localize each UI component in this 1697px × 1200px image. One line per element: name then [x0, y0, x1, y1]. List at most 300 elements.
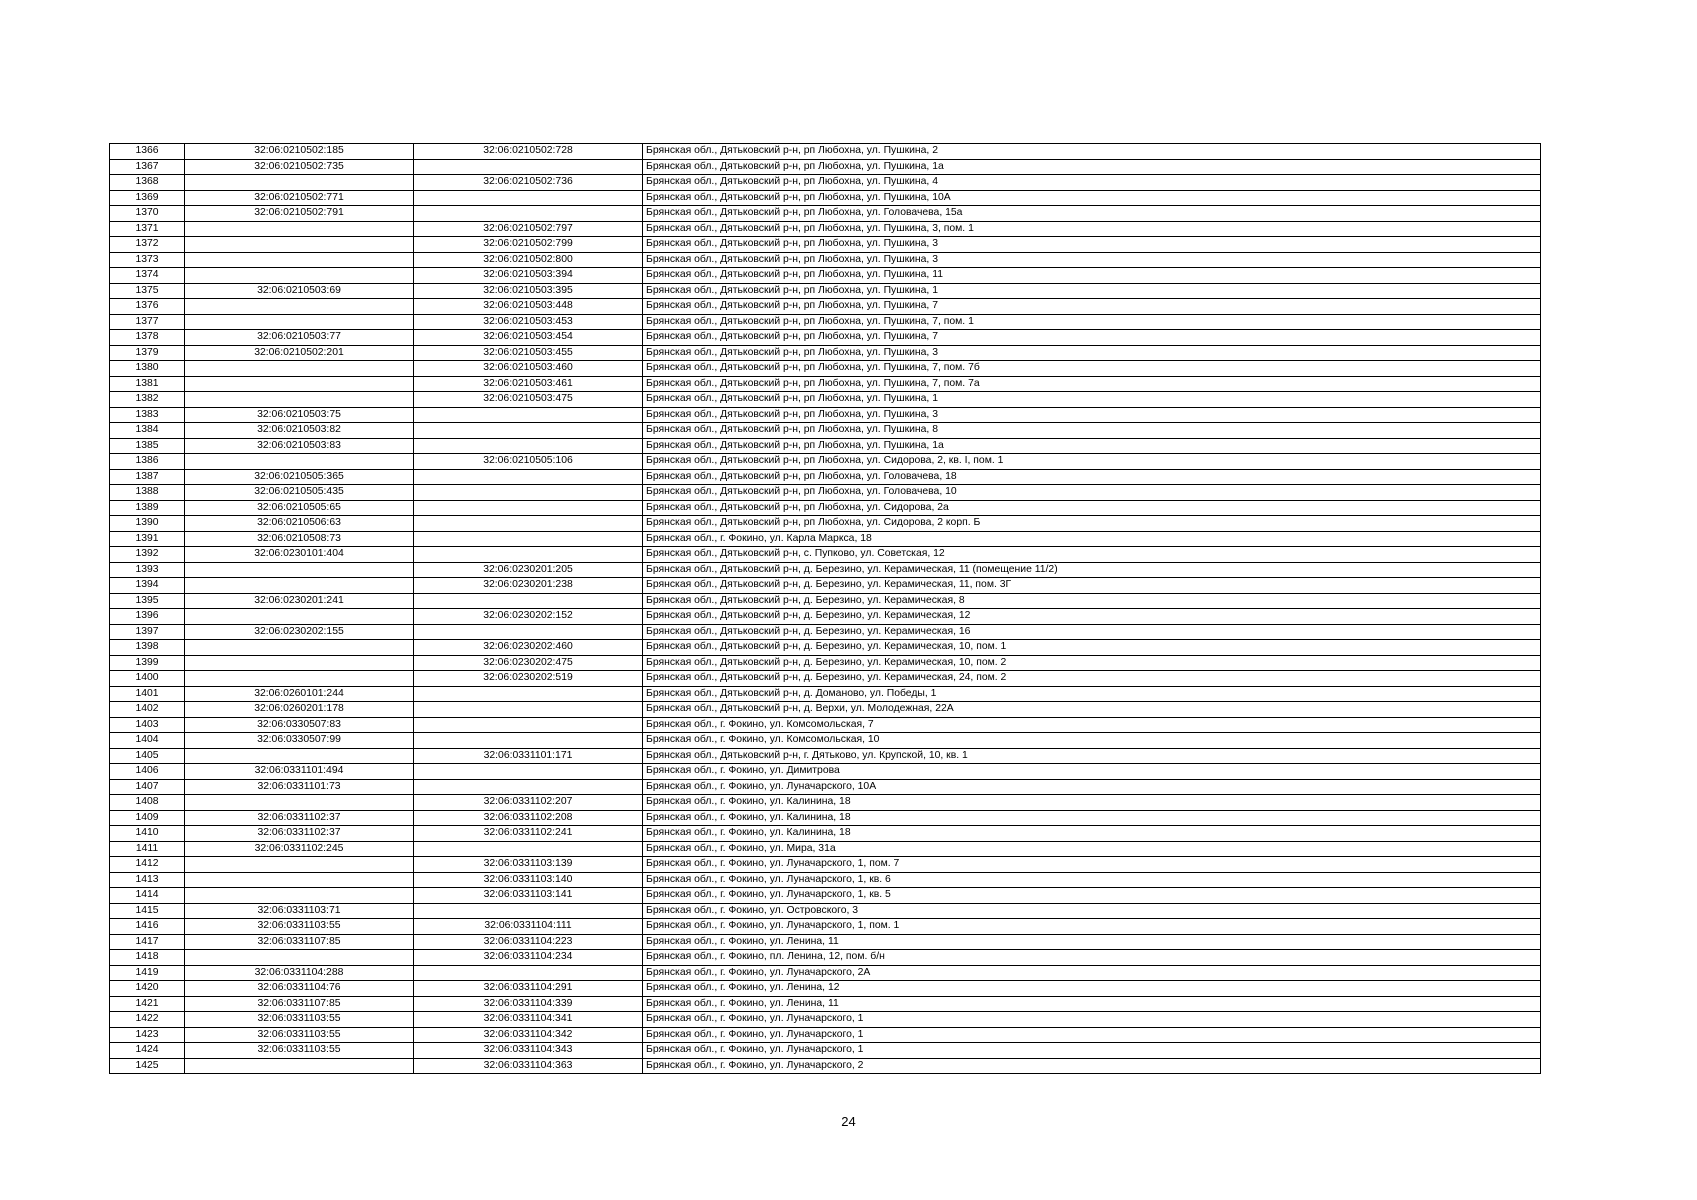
table-row: [110, 795, 1541, 811]
land-cadastral-number-cell: [185, 857, 414, 873]
land-cadastral-number-cell: [185, 454, 414, 470]
object-cadastral-number-cell: 32:06:0210503:394: [414, 268, 643, 284]
land-cadastral-number-cell: [185, 795, 414, 811]
object-cadastral-number-cell: 32:06:0331102:208: [414, 810, 643, 826]
object-cadastral-number-cell: [414, 159, 643, 175]
address-cell: Брянская обл., Дятьковский р-н, рп Любохна, ул. Сидорова, 2а: [643, 500, 1541, 516]
address-cell: Брянская обл., Дятьковский р-н, рп Любохна, ул. Сидорова, 2 корп. Б: [643, 516, 1541, 532]
table-row: [110, 655, 1541, 671]
table-row: [110, 237, 1541, 253]
object-cadastral-number-cell: [414, 593, 643, 609]
land-cadastral-number-cell: 32:06:0210506:63: [185, 516, 414, 532]
object-cadastral-number-cell: [414, 686, 643, 702]
land-cadastral-number-cell: 32:06:0331101:73: [185, 779, 414, 795]
row-number-cell: 1411: [110, 841, 185, 857]
land-cadastral-number-cell: 32:06:0331102:37: [185, 826, 414, 842]
address-cell: Брянская обл., г. Фокино, ул. Луначарского, 1, пом. 1: [643, 919, 1541, 935]
address-cell: Брянская обл., Дятьковский р-н, д. Доманово, ул. Победы, 1: [643, 686, 1541, 702]
object-cadastral-number-cell: [414, 438, 643, 454]
row-number-cell: 1368: [110, 175, 185, 191]
row-number-cell: 1407: [110, 779, 185, 795]
address-cell: Брянская обл., Дятьковский р-н, рп Любохна, ул. Пушкина, 1: [643, 283, 1541, 299]
row-number-cell: 1408: [110, 795, 185, 811]
row-number-cell: 1399: [110, 655, 185, 671]
table-row: [110, 733, 1541, 749]
table-row: [110, 516, 1541, 532]
table-row: [110, 190, 1541, 206]
table-row: [110, 500, 1541, 516]
object-cadastral-number-cell: 32:06:0331104:341: [414, 1012, 643, 1028]
address-cell: Брянская обл., Дятьковский р-н, рп Любохна, ул. Пушкина, 3, пом. 1: [643, 221, 1541, 237]
land-cadastral-number-cell: [185, 221, 414, 237]
row-number-cell: 1406: [110, 764, 185, 780]
land-cadastral-number-cell: [185, 252, 414, 268]
table-row: [110, 1027, 1541, 1043]
table-row: [110, 888, 1541, 904]
table-row: [110, 206, 1541, 222]
land-cadastral-number-cell: 32:06:0331103:55: [185, 919, 414, 935]
table-row: [110, 764, 1541, 780]
table-row: [110, 159, 1541, 175]
object-cadastral-number-cell: 32:06:0331103:141: [414, 888, 643, 904]
row-number-cell: 1390: [110, 516, 185, 532]
address-cell: Брянская обл., Дятьковский р-н, рп Любохна, ул. Головачева, 18: [643, 469, 1541, 485]
table-row: [110, 221, 1541, 237]
row-number-cell: 1382: [110, 392, 185, 408]
address-cell: Брянская обл., г. Фокино, ул. Калинина, 18: [643, 795, 1541, 811]
row-number-cell: 1414: [110, 888, 185, 904]
address-cell: Брянская обл., г. Фокино, ул. Мира, 31а: [643, 841, 1541, 857]
address-cell: Брянская обл., Дятьковский р-н, рп Любохна, ул. Пушкина, 3: [643, 407, 1541, 423]
land-cadastral-number-cell: 32:06:0260201:178: [185, 702, 414, 718]
object-cadastral-number-cell: [414, 717, 643, 733]
address-cell: Брянская обл., г. Фокино, ул. Луначарского, 1, кв. 5: [643, 888, 1541, 904]
land-cadastral-number-cell: 32:06:0230201:241: [185, 593, 414, 609]
table-row: [110, 810, 1541, 826]
row-number-cell: 1384: [110, 423, 185, 439]
row-number-cell: 1389: [110, 500, 185, 516]
table-row: [110, 345, 1541, 361]
land-cadastral-number-cell: 32:06:0210505:65: [185, 500, 414, 516]
land-cadastral-number-cell: 32:06:0331103:55: [185, 1027, 414, 1043]
object-cadastral-number-cell: 32:06:0331104:234: [414, 950, 643, 966]
address-cell: Брянская обл., Дятьковский р-н, рп Любохна, ул. Пушкина, 7: [643, 299, 1541, 315]
object-cadastral-number-cell: [414, 531, 643, 547]
row-number-cell: 1418: [110, 950, 185, 966]
object-cadastral-number-cell: 32:06:0230201:238: [414, 578, 643, 594]
object-cadastral-number-cell: 32:06:0210503:455: [414, 345, 643, 361]
land-cadastral-number-cell: 32:06:0331103:55: [185, 1043, 414, 1059]
row-number-cell: 1424: [110, 1043, 185, 1059]
table-row: [110, 748, 1541, 764]
address-cell: Брянская обл., Дятьковский р-н, д. Березино, ул. Керамическая, 11, пом. 3Г: [643, 578, 1541, 594]
land-cadastral-number-cell: [185, 562, 414, 578]
address-cell: Брянская обл., г. Фокино, ул. Луначарского, 1: [643, 1043, 1541, 1059]
address-cell: Брянская обл., Дятьковский р-н, рп Любохна, ул. Сидорова, 2, кв. I, пом. 1: [643, 454, 1541, 470]
address-cell: Брянская обл., Дятьковский р-н, рп Любохна, ул. Пушкина, 7, пом. 7б: [643, 361, 1541, 377]
address-cell: Брянская обл., Дятьковский р-н, д. Березино, ул. Керамическая, 16: [643, 624, 1541, 640]
object-cadastral-number-cell: 32:06:0210503:395: [414, 283, 643, 299]
row-number-cell: 1370: [110, 206, 185, 222]
land-cadastral-number-cell: [185, 175, 414, 191]
table-row: [110, 144, 1541, 160]
object-cadastral-number-cell: [414, 903, 643, 919]
address-cell: Брянская обл., г. Фокино, ул. Луначарского, 2: [643, 1058, 1541, 1074]
row-number-cell: 1405: [110, 748, 185, 764]
object-cadastral-number-cell: [414, 764, 643, 780]
address-cell: Брянская обл., г. Фокино, ул. Калинина, 18: [643, 826, 1541, 842]
address-cell: Брянская обл., г. Фокино, ул. Луначарского, 1, кв. 6: [643, 872, 1541, 888]
table-row: [110, 919, 1541, 935]
object-cadastral-number-cell: 32:06:0210503:453: [414, 314, 643, 330]
row-number-cell: 1422: [110, 1012, 185, 1028]
object-cadastral-number-cell: 32:06:0210502:799: [414, 237, 643, 253]
land-cadastral-number-cell: [185, 578, 414, 594]
land-cadastral-number-cell: [185, 361, 414, 377]
object-cadastral-number-cell: 32:06:0210503:448: [414, 299, 643, 315]
object-cadastral-number-cell: [414, 516, 643, 532]
table-row: [110, 299, 1541, 315]
table-row: [110, 826, 1541, 842]
row-number-cell: 1413: [110, 872, 185, 888]
object-cadastral-number-cell: [414, 500, 643, 516]
land-cadastral-number-cell: 32:06:0331101:494: [185, 764, 414, 780]
object-cadastral-number-cell: [414, 779, 643, 795]
land-cadastral-number-cell: [185, 872, 414, 888]
table-row: [110, 392, 1541, 408]
land-cadastral-number-cell: [185, 640, 414, 656]
table-row: [110, 578, 1541, 594]
table-row: [110, 717, 1541, 733]
land-cadastral-number-cell: 32:06:0210502:201: [185, 345, 414, 361]
land-cadastral-number-cell: [185, 888, 414, 904]
land-cadastral-number-cell: 32:06:0210508:73: [185, 531, 414, 547]
object-cadastral-number-cell: 32:06:0210503:461: [414, 376, 643, 392]
object-cadastral-number-cell: 32:06:0331102:207: [414, 795, 643, 811]
row-number-cell: 1373: [110, 252, 185, 268]
object-cadastral-number-cell: [414, 423, 643, 439]
object-cadastral-number-cell: [414, 206, 643, 222]
address-cell: Брянская обл., Дятьковский р-н, д. Березино, ул. Керамическая, 24, пом. 2: [643, 671, 1541, 687]
land-cadastral-number-cell: [185, 268, 414, 284]
row-number-cell: 1372: [110, 237, 185, 253]
row-number-cell: 1425: [110, 1058, 185, 1074]
row-number-cell: 1366: [110, 144, 185, 160]
object-cadastral-number-cell: 32:06:0331104:342: [414, 1027, 643, 1043]
row-number-cell: 1387: [110, 469, 185, 485]
table-row: [110, 841, 1541, 857]
land-cadastral-number-cell: 32:06:0331102:245: [185, 841, 414, 857]
address-cell: Брянская обл., Дятьковский р-н, рп Любохна, ул. Пушкина, 8: [643, 423, 1541, 439]
row-number-cell: 1400: [110, 671, 185, 687]
table-row: [110, 934, 1541, 950]
row-number-cell: 1403: [110, 717, 185, 733]
table-row: [110, 981, 1541, 997]
object-cadastral-number-cell: 32:06:0331104:291: [414, 981, 643, 997]
registry-table-body: [110, 144, 1541, 1074]
table-row: [110, 624, 1541, 640]
land-cadastral-number-cell: 32:06:0230202:155: [185, 624, 414, 640]
row-number-cell: 1375: [110, 283, 185, 299]
address-cell: Брянская обл., Дятьковский р-н, рп Любохна, ул. Пушкина, 3: [643, 237, 1541, 253]
table-row: [110, 283, 1541, 299]
address-cell: Брянская обл., Дятьковский р-н, рп Любохна, ул. Пушкина, 10А: [643, 190, 1541, 206]
table-row: [110, 531, 1541, 547]
table-row: [110, 562, 1541, 578]
land-cadastral-number-cell: 32:06:0331103:71: [185, 903, 414, 919]
row-number-cell: 1371: [110, 221, 185, 237]
land-cadastral-number-cell: 32:06:0331104:76: [185, 981, 414, 997]
row-number-cell: 1419: [110, 965, 185, 981]
table-row: [110, 252, 1541, 268]
row-number-cell: 1396: [110, 609, 185, 625]
table-row: [110, 779, 1541, 795]
object-cadastral-number-cell: 32:06:0230202:475: [414, 655, 643, 671]
address-cell: Брянская обл., г. Фокино, ул. Комсомольская, 10: [643, 733, 1541, 749]
land-cadastral-number-cell: 32:06:0331103:55: [185, 1012, 414, 1028]
row-number-cell: 1386: [110, 454, 185, 470]
object-cadastral-number-cell: 32:06:0331104:343: [414, 1043, 643, 1059]
land-cadastral-number-cell: [185, 299, 414, 315]
table-row: [110, 454, 1541, 470]
table-row: [110, 175, 1541, 191]
table-row: [110, 314, 1541, 330]
address-cell: Брянская обл., Дятьковский р-н, д. Верхи, ул. Молодежная, 22А: [643, 702, 1541, 718]
land-cadastral-number-cell: 32:06:0210502:791: [185, 206, 414, 222]
land-cadastral-number-cell: [185, 671, 414, 687]
object-cadastral-number-cell: 32:06:0210503:460: [414, 361, 643, 377]
table-row: [110, 609, 1541, 625]
address-cell: Брянская обл., г. Фокино, ул. Карла Маркса, 18: [643, 531, 1541, 547]
row-number-cell: 1378: [110, 330, 185, 346]
address-cell: Брянская обл., г. Фокино, ул. Луначарского, 1: [643, 1012, 1541, 1028]
row-number-cell: 1369: [110, 190, 185, 206]
address-cell: Брянская обл., Дятьковский р-н, рп Любохна, ул. Пушкина, 3: [643, 252, 1541, 268]
row-number-cell: 1391: [110, 531, 185, 547]
address-cell: Брянская обл., Дятьковский р-н, рп Любохна, ул. Пушкина, 7, пом. 1: [643, 314, 1541, 330]
object-cadastral-number-cell: 32:06:0210503:475: [414, 392, 643, 408]
land-cadastral-number-cell: [185, 237, 414, 253]
object-cadastral-number-cell: 32:06:0331104:363: [414, 1058, 643, 1074]
row-number-cell: 1401: [110, 686, 185, 702]
land-cadastral-number-cell: 32:06:0210505:365: [185, 469, 414, 485]
row-number-cell: 1395: [110, 593, 185, 609]
object-cadastral-number-cell: [414, 547, 643, 563]
object-cadastral-number-cell: 32:06:0210502:736: [414, 175, 643, 191]
object-cadastral-number-cell: [414, 407, 643, 423]
object-cadastral-number-cell: 32:06:0210503:454: [414, 330, 643, 346]
object-cadastral-number-cell: 32:06:0210502:800: [414, 252, 643, 268]
object-cadastral-number-cell: [414, 702, 643, 718]
row-number-cell: 1392: [110, 547, 185, 563]
address-cell: Брянская обл., г. Фокино, ул. Калинина, 18: [643, 810, 1541, 826]
object-cadastral-number-cell: 32:06:0230202:460: [414, 640, 643, 656]
address-cell: Брянская обл., Дятьковский р-н, рп Любохна, ул. Пушкина, 2: [643, 144, 1541, 160]
address-cell: Брянская обл., Дятьковский р-н, рп Любохна, ул. Пушкина, 11: [643, 268, 1541, 284]
row-number-cell: 1412: [110, 857, 185, 873]
table-row: [110, 1058, 1541, 1074]
row-number-cell: 1416: [110, 919, 185, 935]
table-row: [110, 361, 1541, 377]
table-row: [110, 965, 1541, 981]
object-cadastral-number-cell: 32:06:0210502:797: [414, 221, 643, 237]
table-row: [110, 423, 1541, 439]
table-row: [110, 268, 1541, 284]
table-row: [110, 376, 1541, 392]
address-cell: Брянская обл., г. Фокино, ул. Комсомольская, 7: [643, 717, 1541, 733]
object-cadastral-number-cell: 32:06:0331104:223: [414, 934, 643, 950]
land-cadastral-number-cell: 32:06:0230101:404: [185, 547, 414, 563]
row-number-cell: 1410: [110, 826, 185, 842]
land-cadastral-number-cell: 32:06:0210503:83: [185, 438, 414, 454]
address-cell: Брянская обл., г. Фокино, ул. Ленина, 12: [643, 981, 1541, 997]
row-number-cell: 1417: [110, 934, 185, 950]
address-cell: Брянская обл., г. Фокино, ул. Островского, 3: [643, 903, 1541, 919]
address-cell: Брянская обл., г. Фокино, ул. Ленина, 11: [643, 934, 1541, 950]
object-cadastral-number-cell: 32:06:0331103:139: [414, 857, 643, 873]
table-row: [110, 950, 1541, 966]
address-cell: Брянская обл., Дятьковский р-н, рп Любохна, ул. Головачева, 10: [643, 485, 1541, 501]
table-row: [110, 640, 1541, 656]
row-number-cell: 1423: [110, 1027, 185, 1043]
row-number-cell: 1383: [110, 407, 185, 423]
object-cadastral-number-cell: 32:06:0331103:140: [414, 872, 643, 888]
address-cell: Брянская обл., Дятьковский р-н, рп Любохна, ул. Пушкина, 1а: [643, 159, 1541, 175]
land-cadastral-number-cell: 32:06:0210505:435: [185, 485, 414, 501]
table-row: [110, 857, 1541, 873]
table-row: [110, 996, 1541, 1012]
land-cadastral-number-cell: 32:06:0210503:75: [185, 407, 414, 423]
row-number-cell: 1420: [110, 981, 185, 997]
row-number-cell: 1393: [110, 562, 185, 578]
land-cadastral-number-cell: 32:06:0331107:85: [185, 934, 414, 950]
land-cadastral-number-cell: [185, 376, 414, 392]
address-cell: Брянская обл., г. Фокино, ул. Луначарского, 10А: [643, 779, 1541, 795]
object-cadastral-number-cell: 32:06:0230202:152: [414, 609, 643, 625]
table-row: [110, 872, 1541, 888]
land-cadastral-number-cell: 32:06:0330507:99: [185, 733, 414, 749]
object-cadastral-number-cell: 32:06:0230202:519: [414, 671, 643, 687]
address-cell: Брянская обл., г. Фокино, ул. Ленина, 11: [643, 996, 1541, 1012]
row-number-cell: 1397: [110, 624, 185, 640]
table-row: [110, 903, 1541, 919]
object-cadastral-number-cell: 32:06:0210502:728: [414, 144, 643, 160]
address-cell: Брянская обл., г. Фокино, ул. Луначарского, 1: [643, 1027, 1541, 1043]
address-cell: Брянская обл., Дятьковский р-н, рп Любохна, ул. Пушкина, 3: [643, 345, 1541, 361]
row-number-cell: 1398: [110, 640, 185, 656]
land-cadastral-number-cell: 32:06:0210503:69: [185, 283, 414, 299]
object-cadastral-number-cell: [414, 469, 643, 485]
address-cell: Брянская обл., Дятьковский р-н, г. Дятьково, ул. Крупской, 10, кв. 1: [643, 748, 1541, 764]
row-number-cell: 1374: [110, 268, 185, 284]
address-cell: Брянская обл., Дятьковский р-н, рп Любохна, ул. Головачева, 15а: [643, 206, 1541, 222]
address-cell: Брянская обл., г. Фокино, пл. Ленина, 12, пом. б/н: [643, 950, 1541, 966]
object-cadastral-number-cell: 32:06:0331104:111: [414, 919, 643, 935]
page-number: 24: [841, 1114, 856, 1129]
table-row: [110, 1012, 1541, 1028]
row-number-cell: 1381: [110, 376, 185, 392]
table-row: [110, 547, 1541, 563]
row-number-cell: 1380: [110, 361, 185, 377]
object-cadastral-number-cell: 32:06:0230201:205: [414, 562, 643, 578]
address-cell: Брянская обл., г. Фокино, ул. Луначарского, 2А: [643, 965, 1541, 981]
object-cadastral-number-cell: 32:06:0331104:339: [414, 996, 643, 1012]
table-row: [110, 686, 1541, 702]
land-cadastral-number-cell: 32:06:0331107:85: [185, 996, 414, 1012]
object-cadastral-number-cell: [414, 624, 643, 640]
object-cadastral-number-cell: [414, 965, 643, 981]
table-row: [110, 671, 1541, 687]
row-number-cell: 1385: [110, 438, 185, 454]
land-cadastral-number-cell: [185, 314, 414, 330]
address-cell: Брянская обл., Дятьковский р-н, д. Березино, ул. Керамическая, 10, пом. 2: [643, 655, 1541, 671]
object-cadastral-number-cell: [414, 190, 643, 206]
land-cadastral-number-cell: 32:06:0210502:735: [185, 159, 414, 175]
land-cadastral-number-cell: [185, 748, 414, 764]
address-cell: Брянская обл., Дятьковский р-н, с. Пупково, ул. Советская, 12: [643, 547, 1541, 563]
address-cell: Брянская обл., Дятьковский р-н, рп Любохна, ул. Пушкина, 4: [643, 175, 1541, 191]
land-cadastral-number-cell: [185, 1058, 414, 1074]
row-number-cell: 1402: [110, 702, 185, 718]
row-number-cell: 1404: [110, 733, 185, 749]
land-cadastral-number-cell: 32:06:0331102:37: [185, 810, 414, 826]
row-number-cell: 1367: [110, 159, 185, 175]
land-cadastral-number-cell: [185, 392, 414, 408]
row-number-cell: 1394: [110, 578, 185, 594]
address-cell: Брянская обл., Дятьковский р-н, рп Любохна, ул. Пушкина, 1а: [643, 438, 1541, 454]
row-number-cell: 1379: [110, 345, 185, 361]
land-cadastral-number-cell: [185, 609, 414, 625]
land-cadastral-number-cell: [185, 655, 414, 671]
table-row: [110, 407, 1541, 423]
object-cadastral-number-cell: [414, 485, 643, 501]
address-cell: Брянская обл., Дятьковский р-н, д. Березино, ул. Керамическая, 10, пом. 1: [643, 640, 1541, 656]
address-cell: Брянская обл., Дятьковский р-н, д. Березино, ул. Керамическая, 8: [643, 593, 1541, 609]
row-number-cell: 1377: [110, 314, 185, 330]
table-row: [110, 593, 1541, 609]
row-number-cell: 1376: [110, 299, 185, 315]
table-row: [110, 485, 1541, 501]
address-cell: Брянская обл., Дятьковский р-н, рп Любохна, ул. Пушкина, 7, пом. 7а: [643, 376, 1541, 392]
address-cell: Брянская обл., Дятьковский р-н, рп Любохна, ул. Пушкина, 7: [643, 330, 1541, 346]
registry-table: [109, 143, 1541, 1074]
table-row: [110, 469, 1541, 485]
address-cell: Брянская обл., г. Фокино, ул. Луначарского, 1, пом. 7: [643, 857, 1541, 873]
object-cadastral-number-cell: [414, 733, 643, 749]
land-cadastral-number-cell: [185, 950, 414, 966]
row-number-cell: 1409: [110, 810, 185, 826]
address-cell: Брянская обл., Дятьковский р-н, рп Любохна, ул. Пушкина, 1: [643, 392, 1541, 408]
row-number-cell: 1388: [110, 485, 185, 501]
table-row: [110, 330, 1541, 346]
land-cadastral-number-cell: 32:06:0210502:771: [185, 190, 414, 206]
land-cadastral-number-cell: 32:06:0330507:83: [185, 717, 414, 733]
address-cell: Брянская обл., Дятьковский р-н, д. Березино, ул. Керамическая, 12: [643, 609, 1541, 625]
land-cadastral-number-cell: 32:06:0210502:185: [185, 144, 414, 160]
land-cadastral-number-cell: 32:06:0260101:244: [185, 686, 414, 702]
land-cadastral-number-cell: 32:06:0331104:288: [185, 965, 414, 981]
object-cadastral-number-cell: 32:06:0210505:106: [414, 454, 643, 470]
row-number-cell: 1415: [110, 903, 185, 919]
object-cadastral-number-cell: 32:06:0331102:241: [414, 826, 643, 842]
table-row: [110, 438, 1541, 454]
land-cadastral-number-cell: 32:06:0210503:77: [185, 330, 414, 346]
land-cadastral-number-cell: 32:06:0210503:82: [185, 423, 414, 439]
address-cell: Брянская обл., Дятьковский р-н, д. Березино, ул. Керамическая, 11 (помещение 11/2): [643, 562, 1541, 578]
object-cadastral-number-cell: 32:06:0331101:171: [414, 748, 643, 764]
table-row: [110, 702, 1541, 718]
row-number-cell: 1421: [110, 996, 185, 1012]
